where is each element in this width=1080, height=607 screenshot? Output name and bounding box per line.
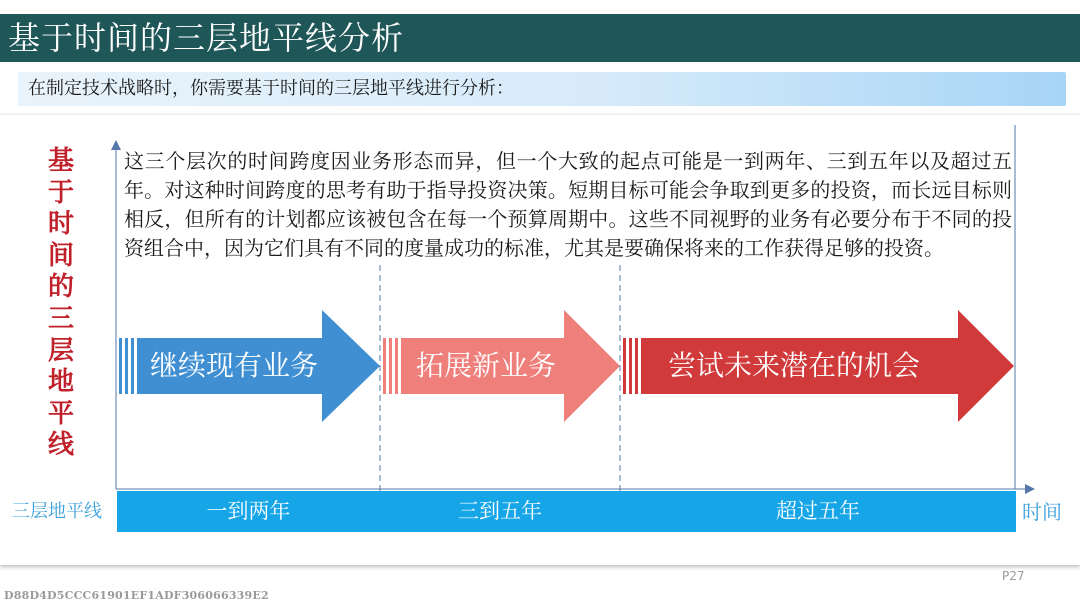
time-axis-label: 时间: [1022, 500, 1062, 524]
period-1-label: 一到两年: [206, 499, 291, 523]
subtitle-text: 在制定技术战略时，你需要基于时间的三层地平线进行分析：: [28, 78, 514, 99]
horizon-1-label: 继续现有业务: [150, 349, 319, 382]
body-paragraph: 这三个层次的时间跨度因业务形态而异，但一个大致的起点可能是一到两年、三到五年以及超过五年。对这种时间跨度的思考有助于指导投资决策。短期目标可能会争取到更多的投资，而长远目标则相反，但所有的计划都应该被包含在每一个预算周期中。这些不同视野的业务有必要分布于不同的投资组合中，因为它们具有不同的度量成功的标准，尤其是要确保将来的工作获得足够的投资。: [124, 149, 1012, 260]
period-2-label: 三到五年: [458, 499, 542, 523]
horizon-3-label: 尝试未来潜在的机会: [668, 349, 921, 382]
vertical-axis-label: 基于时间的三层地平线: [47, 146, 74, 461]
page-title: 基于时间的三层地平线分析: [8, 19, 405, 57]
timeline-band: [117, 491, 1016, 532]
horizon-2-label: 拓展新业务: [416, 349, 557, 382]
timeline-axis-label: 三层地平线: [12, 501, 102, 522]
watermark-code: D88D4D5CCC61901EF1ADF306066339E2: [4, 589, 269, 602]
page-number: P27: [1002, 569, 1025, 583]
period-3-label: 超过五年: [776, 499, 860, 523]
